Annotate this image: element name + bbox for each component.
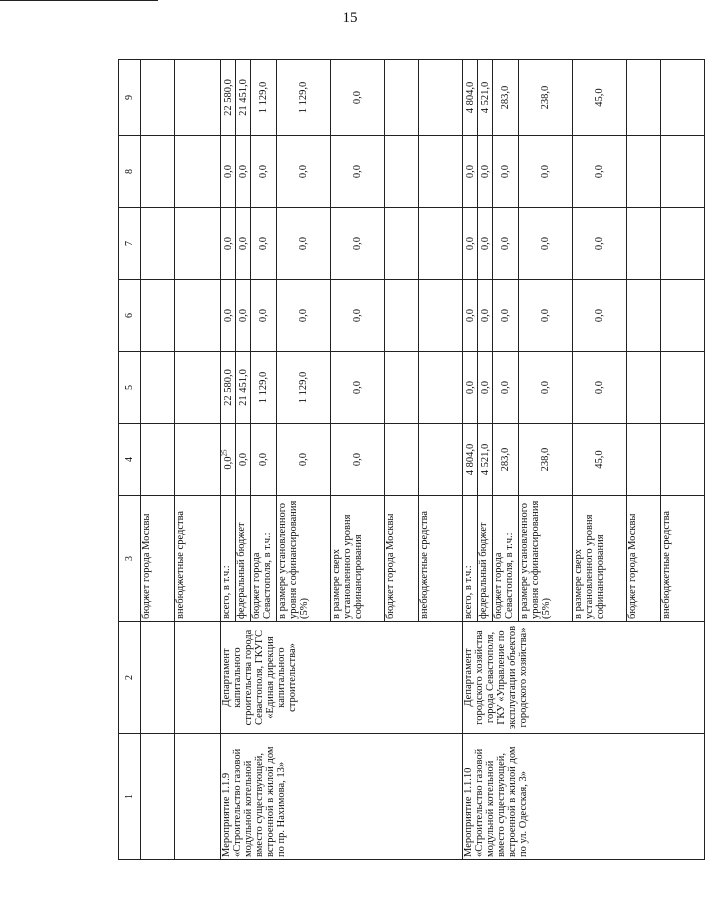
value-cell [519, 280, 573, 352]
value-text: 238,0 [540, 85, 551, 110]
value-cell [661, 60, 705, 136]
value-text: 0,0 [500, 164, 511, 179]
value-cell [221, 60, 236, 136]
value-cell [385, 136, 419, 208]
value-text: 238,0 [540, 447, 551, 472]
value-cell [627, 208, 661, 280]
value-cell [463, 280, 478, 352]
value-text: 0,0 [258, 452, 269, 467]
value-text: 0,0 [222, 456, 234, 470]
column-number: 9 [119, 60, 141, 136]
value-text: 1 129,0 [258, 81, 269, 114]
value-text: 0,0 [594, 164, 605, 179]
value-text: 4 521,0 [479, 443, 491, 476]
value-cell [478, 352, 493, 424]
value-cell [277, 352, 331, 424]
value-cell [661, 352, 705, 424]
value-text: 0,0 [464, 380, 476, 395]
column-number: 8 [119, 136, 141, 208]
column-number: 6 [119, 280, 141, 352]
value-cell [627, 60, 661, 136]
value-cell [627, 352, 661, 424]
value-cell [331, 424, 385, 496]
value-cell [493, 208, 519, 280]
executor-name: Департамент капитального строительства города Севастополя, ГКУГС «Единая дирекция капитального строительства» [221, 622, 463, 734]
value-cell [573, 280, 627, 352]
value-text: 0,0 [237, 308, 249, 323]
value-text: 1 129,0 [298, 81, 309, 114]
value-text: 0,0 [464, 236, 476, 251]
table-row [463, 60, 478, 860]
executor-cell [175, 622, 221, 734]
value-cell [661, 424, 705, 496]
value-cell [141, 280, 175, 352]
value-cell [573, 208, 627, 280]
value-cell [493, 136, 519, 208]
source-label: бюджет города Севастополя, в т.ч.: [251, 496, 277, 622]
value-cell [141, 208, 175, 280]
value-cell [463, 424, 478, 496]
value-cell [627, 280, 661, 352]
value-text: 0,0 [464, 164, 476, 179]
source-label: всего, в т.ч.: [221, 496, 236, 622]
value-cell [141, 424, 175, 496]
value-cell [236, 424, 251, 496]
source-label: всего, в т.ч.: [463, 496, 478, 622]
value-text: 0,0 [222, 164, 234, 179]
column-number: 5 [119, 352, 141, 424]
value-text: 0,0 [594, 236, 605, 251]
measure-cell [141, 734, 175, 860]
source-label: бюджет города Севастополя, в т.ч.: [493, 496, 519, 622]
value-cell [419, 424, 463, 496]
column-number: 2 [119, 622, 141, 734]
value-cell [277, 208, 331, 280]
value-cell [463, 60, 478, 136]
value-cell [519, 136, 573, 208]
value-cell [478, 280, 493, 352]
value-cell [385, 60, 419, 136]
value-text: 4 521,0 [479, 81, 491, 114]
value-text: 0,0 [479, 236, 491, 251]
value-cell [385, 208, 419, 280]
value-cell [419, 60, 463, 136]
source-label: федеральный бюджет [478, 496, 493, 622]
value-cell [175, 208, 221, 280]
value-cell [661, 136, 705, 208]
value-cell [175, 424, 221, 496]
value-text: 0,0 [298, 452, 309, 467]
value-cell [236, 352, 251, 424]
value-cell [385, 352, 419, 424]
value-cell [221, 424, 236, 496]
value-cell [277, 60, 331, 136]
source-label: бюджет города Москвы [141, 496, 175, 622]
value-text: 0,0 [500, 308, 511, 323]
measure-name: Мероприятие 1.1.9 «Строительство газовой модульной котельной вместо существующей, встроенной в жилой дом по пр. Нахимова, 13» [221, 734, 463, 860]
value-cell [221, 352, 236, 424]
value-text: 21 451,0 [237, 79, 249, 116]
value-text: 0,0 [464, 308, 476, 323]
value-text: 0,0 [352, 236, 363, 251]
value-text: 0,0 [479, 164, 491, 179]
value-cell [478, 424, 493, 496]
value-cell [478, 136, 493, 208]
value-cell [419, 136, 463, 208]
value-text: 22 580,0 [222, 369, 234, 406]
measure-cell [175, 734, 221, 860]
source-label: бюджет города Москвы [385, 496, 419, 622]
value-cell [519, 352, 573, 424]
value-text: 45,0 [594, 450, 605, 469]
value-cell [478, 60, 493, 136]
value-cell [221, 136, 236, 208]
value-text: 45,0 [594, 88, 605, 107]
value-cell [419, 352, 463, 424]
value-cell [385, 424, 419, 496]
value-cell [331, 280, 385, 352]
column-number: 3 [119, 496, 141, 622]
value-text: 0,0 [540, 164, 551, 179]
executor-name: Департамент городского хозяйства города Севастополя, ГКУ «Управление по эксплуатации объектов городского хозяйства» [463, 622, 705, 734]
source-label: бюджет города Москвы [627, 496, 661, 622]
value-text: 22 580,0 [222, 79, 234, 116]
value-cell [277, 424, 331, 496]
value-cell [573, 424, 627, 496]
value-text: 0,0 [222, 308, 234, 323]
value-text: 283,0 [500, 447, 511, 472]
column-number: 4 [119, 424, 141, 496]
value-text: 0,0 [540, 380, 551, 395]
value-text: 0,0 [298, 164, 309, 179]
value-text: 1 129,0 [298, 371, 309, 404]
value-cell [175, 280, 221, 352]
value-text: 0,0 [237, 452, 249, 467]
value-text: 0,0 [258, 164, 269, 179]
page-number: 15 [342, 10, 358, 26]
value-cell [573, 352, 627, 424]
value-text: 21 451,0 [237, 369, 249, 406]
value-text: 0,0 [500, 380, 511, 395]
value-text: 0,0 [352, 308, 363, 323]
value-text: 0,0 [479, 380, 491, 395]
value-cell [175, 352, 221, 424]
value-cell [519, 208, 573, 280]
source-label: в размере установленного уровня софинансирования (5%) [519, 496, 573, 622]
value-cell [661, 280, 705, 352]
executor-cell [141, 622, 175, 734]
value-text: 0,0 [594, 308, 605, 323]
value-cell [519, 424, 573, 496]
value-cell [331, 60, 385, 136]
value-cell [419, 280, 463, 352]
value-cell [573, 136, 627, 208]
value-cell [251, 136, 277, 208]
value-cell [236, 136, 251, 208]
value-cell [141, 352, 175, 424]
value-text: 4 804,0 [464, 443, 476, 476]
value-cell [221, 280, 236, 352]
value-text: 4 804,0 [464, 81, 476, 114]
value-cell [493, 424, 519, 496]
value-text: 0,0 [298, 308, 309, 323]
value-cell [141, 60, 175, 136]
column-number: 1 [119, 734, 141, 860]
value-cell [493, 352, 519, 424]
table-row [141, 60, 175, 860]
value-text: 0,0 [237, 164, 249, 179]
rotated-table-wrapper [118, 60, 672, 860]
measure-name: Мероприятие 1.1.10 «Строительство газовой модульной котельной вместо существующей, встроенной в жилой дом по ул. Одесская, 3» [463, 734, 705, 860]
value-cell [251, 352, 277, 424]
value-cell [419, 208, 463, 280]
value-cell [463, 352, 478, 424]
value-cell [627, 424, 661, 496]
value-cell [661, 208, 705, 280]
value-text: 1 129,0 [258, 371, 269, 404]
source-label: федеральный бюджет [236, 496, 251, 622]
source-label: внебюджетные средства [419, 496, 463, 622]
value-cell [251, 60, 277, 136]
value-cell [519, 60, 573, 136]
value-cell [331, 208, 385, 280]
value-cell [236, 208, 251, 280]
funding-table [118, 59, 705, 860]
value-text: 0,0 [237, 236, 249, 251]
value-cell [251, 208, 277, 280]
value-cell [493, 60, 519, 136]
value-cell [573, 60, 627, 136]
value-cell [277, 136, 331, 208]
source-label: в размере сверх установленного уровня софинансирования [331, 496, 385, 622]
value-cell [141, 136, 175, 208]
value-cell [236, 280, 251, 352]
value-cell [175, 60, 221, 136]
value-text: 0,0 [298, 236, 309, 251]
value-cell [221, 208, 236, 280]
value-cell [277, 280, 331, 352]
column-number: 7 [119, 208, 141, 280]
source-label: внебюджетные средства [175, 496, 221, 622]
value-text: 283,0 [500, 85, 511, 110]
top-rule [0, 0, 158, 1]
value-text: 0,0 [222, 236, 234, 251]
value-cell [463, 208, 478, 280]
value-cell [236, 60, 251, 136]
value-text: 0,0 [258, 308, 269, 323]
value-text: 0,0 [540, 308, 551, 323]
value-cell [627, 136, 661, 208]
value-cell [385, 280, 419, 352]
value-text: 0,0 [352, 164, 363, 179]
value-cell [463, 136, 478, 208]
value-text: 0,0 [352, 452, 363, 467]
value-cell [175, 136, 221, 208]
table-row [175, 60, 221, 860]
value-cell [493, 280, 519, 352]
value-cell [251, 424, 277, 496]
value-cell [251, 280, 277, 352]
value-cell [478, 208, 493, 280]
source-label: внебюджетные средства [661, 496, 705, 622]
value-text: 0,0 [479, 308, 491, 323]
value-text: 0,0 [258, 236, 269, 251]
table-row [221, 60, 236, 860]
value-text: 0,0 [352, 380, 363, 395]
value-text: 0,0 [594, 380, 605, 395]
source-label: в размере установленного уровня софинансирования (5%) [277, 496, 331, 622]
value-text: 0,0 [540, 236, 551, 251]
value-text: 0,0 [352, 90, 363, 105]
value-text: 0,0 [500, 236, 511, 251]
table-viewport [118, 60, 672, 860]
value-cell [331, 136, 385, 208]
footnote-mark: 25 [220, 449, 228, 457]
value-cell [331, 352, 385, 424]
header-row [119, 60, 141, 860]
source-label: в размере сверх установленного уровня софинансирования [573, 496, 627, 622]
